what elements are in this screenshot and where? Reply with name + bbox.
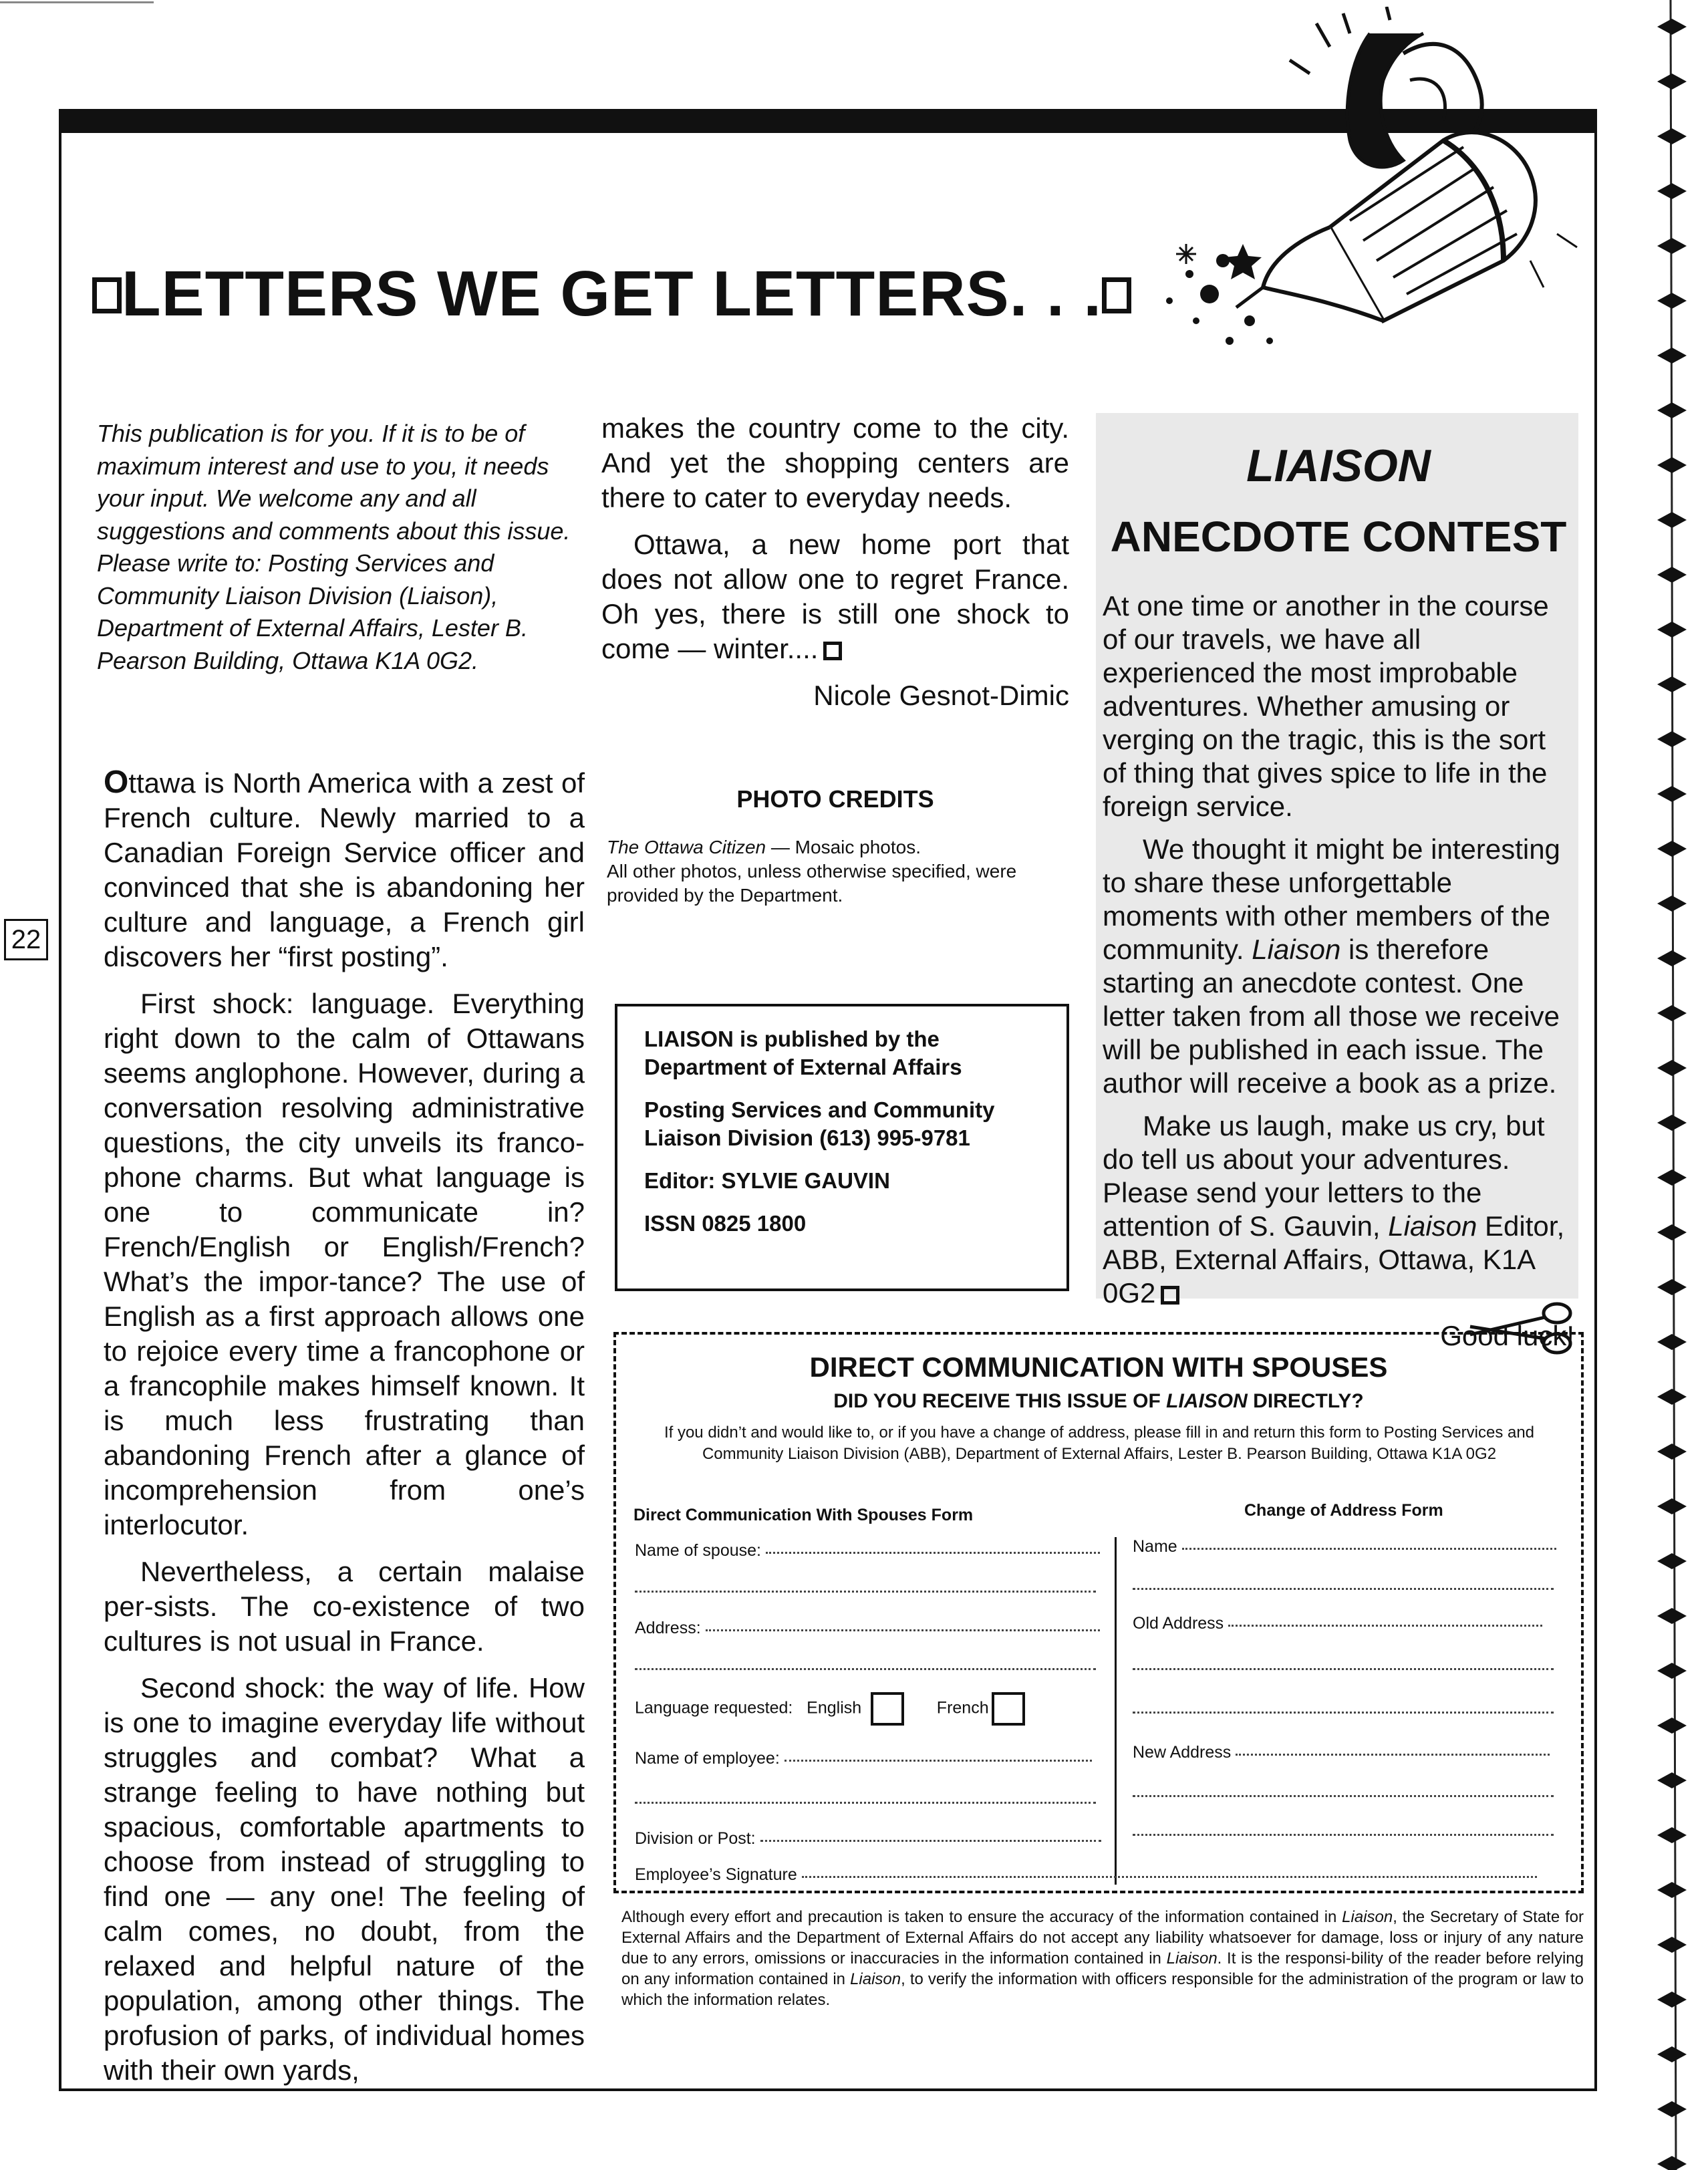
binding-ring — [1657, 1882, 1687, 1898]
fill-line — [1133, 1665, 1554, 1670]
binding-ring — [1657, 1115, 1687, 1131]
fill-line — [635, 1588, 1096, 1593]
disclaimer-italic: Liaison — [1342, 1908, 1393, 1926]
contest-closing: Good luck! — [1440, 1320, 1574, 1351]
disclaimer — [621, 1907, 1584, 2010]
old-address-field-line3[interactable] — [1133, 1701, 1554, 1720]
article-text: ttawa is North America with a zest of French culture. Newly married to a Canadian Foreign Service officer and convinced that she is abandoning her culture and language, a French girl discovers her “first posting”. — [104, 767, 585, 972]
name-field-line2[interactable] — [1133, 1577, 1554, 1597]
address-field-line2[interactable] — [635, 1657, 1096, 1677]
page-title — [92, 257, 1131, 331]
contest-text: Editor, ABB, External Affairs, Ottawa, K1A 0G2 — [1103, 1210, 1565, 1309]
photo-credits — [607, 835, 1075, 908]
fill-line — [1133, 1585, 1554, 1590]
bullet-square-icon — [1102, 277, 1131, 313]
binding-ring — [1657, 896, 1687, 912]
binding-ring — [1657, 293, 1687, 309]
winged-pen-illustration-icon — [1129, 7, 1597, 381]
binding-ring — [1657, 786, 1687, 802]
binding-ring — [1657, 1444, 1687, 1460]
fill-line — [1133, 1831, 1554, 1836]
disclaimer-text: , to verify the information with officers responsible for the administration of the program or law to which the information relates. — [621, 1970, 1584, 2009]
field-label: Address: — [635, 1619, 701, 1637]
binding-ring — [1657, 1005, 1687, 1021]
french-checkbox[interactable] — [992, 1692, 1025, 1726]
fill-line — [1182, 1545, 1556, 1550]
binding-ring — [1657, 74, 1687, 90]
contest-text: We thought it might be interesting to share these unforgettable moments with other members of the community. — [1103, 833, 1560, 965]
binding-ring — [1657, 1937, 1687, 1953]
disclaimer-italic: Liaison — [1166, 1949, 1218, 1968]
binding-ring — [1657, 128, 1687, 144]
disclaimer-text: , the Secretary of State for External Affairs and the Department of External Affairs do not accept any liability whatsoever for damage, loss or injury of any nature due to any errors, omissions or inaccuracies in the information contained in — [621, 1908, 1584, 1968]
issn-line: ISSN 0825 1800 — [644, 1211, 807, 1236]
english-checkbox[interactable] — [871, 1692, 904, 1726]
binding-ring — [1657, 676, 1687, 692]
spouse-name-field-line2[interactable] — [635, 1580, 1096, 1599]
english-label: English — [807, 1698, 862, 1718]
form-subtitle-text: DID YOU RECEIVE THIS ISSUE OF — [833, 1390, 1167, 1412]
field-label: Name of employee: — [635, 1749, 780, 1768]
fill-line — [1236, 1751, 1550, 1756]
binding-ring — [1657, 457, 1687, 473]
photo-credits-line: All other photos, unless otherwise specified, were provided by the Department. — [607, 861, 1017, 906]
field-label: Employee’s Signature — [635, 1865, 797, 1884]
photo-credits-title: PHOTO CREDITS — [736, 785, 934, 813]
field-label: Old Address — [1133, 1614, 1224, 1633]
field-label: Name of spouse: — [635, 1541, 761, 1560]
field-label: Name — [1133, 1537, 1177, 1556]
binding-ring — [1657, 1772, 1687, 1788]
drop-cap: O — [104, 765, 129, 800]
fill-line — [635, 1665, 1096, 1670]
scan-edge-line — [0, 1, 154, 3]
binding-ring — [1657, 1224, 1687, 1240]
photo-credits-line — [607, 835, 1075, 859]
editor-line: Editor: SYLVIE GAUVIN — [644, 1168, 890, 1193]
page-number: 22 — [4, 919, 48, 960]
binding-ring — [1657, 1553, 1687, 1569]
bullet-square-icon — [92, 277, 122, 313]
old-address-field[interactable] — [1133, 1614, 1542, 1633]
spiral-binding-icon — [1630, 0, 1691, 2170]
article-paragraph — [601, 527, 1069, 666]
form-subtitle-text: DIRECTLY? — [1247, 1390, 1364, 1412]
anecdote-contest-panel — [1096, 413, 1578, 1351]
binding-ring — [1657, 731, 1687, 747]
disclaimer-text: . It is the responsi-bility of the reader before relying on any information contained in — [621, 1949, 1584, 1988]
article-column-2 — [601, 411, 1069, 725]
form-instructions: If you didn’t and would like to, or if you have a change of address, please fill in and return this form to Posting Services and Community Liaison Division (ABB), Department of External Affairs, Lester B. Pearson Building, Ottawa K1A 0G2 — [664, 1423, 1535, 1463]
article-paragraph: Nevertheless, a certain malaise per-sists. The co-existence of two cultures is not usual in France. — [104, 1556, 585, 1657]
spouse-name-field[interactable] — [635, 1541, 1100, 1561]
address-field[interactable] — [635, 1619, 1100, 1638]
employee-name-field[interactable] — [635, 1749, 1092, 1768]
fill-line — [1228, 1622, 1542, 1627]
spouse-form-heading: Direct Communication With Spouses Form — [633, 1506, 974, 1524]
fill-line — [760, 1837, 1101, 1842]
article-paragraph: makes the country come to the city. And yet the shopping centers are there to cater to everyday needs. — [601, 412, 1069, 513]
binding-ring — [1657, 183, 1687, 199]
contest-text-italic: Liaison — [1252, 934, 1341, 965]
contest-title: ANECDOTE CONTEST — [1110, 513, 1567, 561]
binding-ring — [1657, 1279, 1687, 1295]
article-column-1 — [104, 765, 585, 2100]
new-address-field-line3[interactable] — [1133, 1823, 1554, 1843]
binding-ring — [1657, 512, 1687, 528]
publisher-line: Posting Services and Community Liaison Division (613) 995-9781 — [644, 1097, 995, 1150]
form-divider — [1115, 1537, 1117, 1885]
end-mark-icon — [1161, 1286, 1179, 1305]
binding-ring — [1657, 1608, 1687, 1624]
binding-ring — [1657, 1170, 1687, 1186]
address-form-heading: Change of Address Form — [1244, 1501, 1443, 1520]
fill-line — [1133, 1709, 1554, 1714]
field-label: Division or Post: — [635, 1829, 756, 1848]
binding-ring — [1657, 622, 1687, 638]
binding-ring — [1657, 2156, 1687, 2170]
binding-ring — [1657, 1498, 1687, 1514]
binding-ring — [1657, 1334, 1687, 1350]
article-paragraph — [104, 765, 585, 974]
french-label: French — [936, 1698, 989, 1718]
contest-paragraph: At one time or another in the course of our travels, we have all experienced the most improbable adventures. Whether amusing or verging on the tragic, this is the sort of thing that gives spice to life in the foreign service. — [1103, 590, 1549, 822]
binding-ring — [1657, 19, 1687, 35]
binding-ring — [1657, 841, 1687, 857]
article-author: Nicole Gesnot-Dimic — [813, 680, 1069, 711]
fill-line — [706, 1627, 1100, 1631]
binding-ring — [1657, 348, 1687, 364]
contest-text: is therefore starting an anecdote contest. One letter taken from all those we receive will be published in each issue. The author will receive a book as a prize. — [1103, 934, 1560, 1099]
fill-line — [802, 1873, 1537, 1878]
binding-ring — [1657, 567, 1687, 583]
binding-ring — [1657, 1060, 1687, 1076]
article-text: Ottawa, a new home port that does not allow one to regret France. Oh yes, there is still one shock to come — winter.... — [601, 529, 1069, 664]
new-address-field-line2[interactable] — [1133, 1784, 1554, 1804]
binding-ring — [1657, 950, 1687, 966]
contest-paragraph — [1103, 1109, 1574, 1310]
employee-name-field-line2[interactable] — [635, 1791, 1096, 1810]
form-subtitle-italic: LIAISON — [1166, 1390, 1248, 1412]
contest-paragraph — [1103, 833, 1574, 1100]
headline-text: LETTERS WE GET LETTERS. . . — [122, 258, 1103, 329]
new-address-field[interactable] — [1133, 1743, 1550, 1762]
old-address-field-line2[interactable] — [1133, 1657, 1554, 1677]
form-subtitle — [613, 1390, 1584, 1413]
fill-line — [766, 1549, 1100, 1554]
binding-ring — [1657, 1992, 1687, 2008]
division-field[interactable] — [635, 1829, 1101, 1849]
signature-field[interactable] — [635, 1865, 1537, 1885]
binding-ring — [1657, 1663, 1687, 1679]
publisher-line: LIAISON is published by the Department of External Affairs — [644, 1027, 962, 1079]
photo-credit-source: The Ottawa Citizen — [607, 837, 766, 857]
name-field[interactable] — [1133, 1537, 1556, 1556]
disclaimer-italic: Liaison — [850, 1970, 901, 1988]
binding-ring — [1657, 2101, 1687, 2117]
binding-ring — [1657, 1718, 1687, 1734]
publisher-box — [615, 1004, 1069, 1291]
field-label: Language requested: — [635, 1698, 793, 1718]
fill-line — [1133, 1792, 1554, 1797]
language-field — [635, 1692, 1025, 1726]
fill-line — [785, 1757, 1092, 1762]
form-title: DIRECT COMMUNICATION WITH SPOUSES — [809, 1351, 1388, 1383]
field-label: New Address — [1133, 1743, 1232, 1762]
disclaimer-text: Although every effort and precaution is taken to ensure the accuracy of the information contained in — [621, 1908, 1342, 1926]
binding-ring — [1657, 1827, 1687, 1843]
article-paragraph: First shock: language. Everything right down to the calm of Ottawans seems anglophone. However, during a conversation resolving administrative questions, the city unveils its franco-phone charms. But what language is one to communicate in? French/English or English/French? What’s the impor-tance? The use of English as a first approach allows one to rejoice every time a francophone or a francophile makes himself known. It is much less frustrating than abandoning French after a glance of incomprehension from one’s interlocutor. — [104, 988, 585, 1540]
fill-line — [635, 1799, 1096, 1804]
contest-text-italic: Liaison — [1388, 1210, 1477, 1242]
binding-ring — [1657, 402, 1687, 418]
binding-ring — [1657, 1389, 1687, 1405]
article-paragraph: Second shock: the way of life. How is one to imagine everyday life without struggles and combat? What a strange feeling to have nothing but spacious, comfortable apartments to choose from instead of struggling to find one — any one! The feeling of calm comes, no doubt, from the relaxed and helpful nature of the population, among other things. The profusion of parks, of individual homes with their own yards, — [104, 1672, 585, 2086]
photo-credit-detail: — Mosaic photos. — [766, 837, 921, 857]
binding-ring — [1657, 2046, 1687, 2062]
intro-paragraph: This publication is for you. If it is to be of maximum interest and use to you, it needs your input. We welcome any and all suggestions and comments about this issue. Please write to: Posting Services and Community Liaison Division (Liaison), Department of External Affairs, Lester B. Pearson Building, Ottawa K1A 0G2. — [97, 420, 571, 674]
contest-title-liaison: LIAISON — [1246, 440, 1431, 491]
contest-text: Make us laugh, make us cry, but do tell us about your adventures. Please send your letters to the attention of S. Gauvin, — [1103, 1110, 1545, 1242]
end-mark-icon — [823, 642, 842, 660]
binding-ring — [1657, 238, 1687, 254]
